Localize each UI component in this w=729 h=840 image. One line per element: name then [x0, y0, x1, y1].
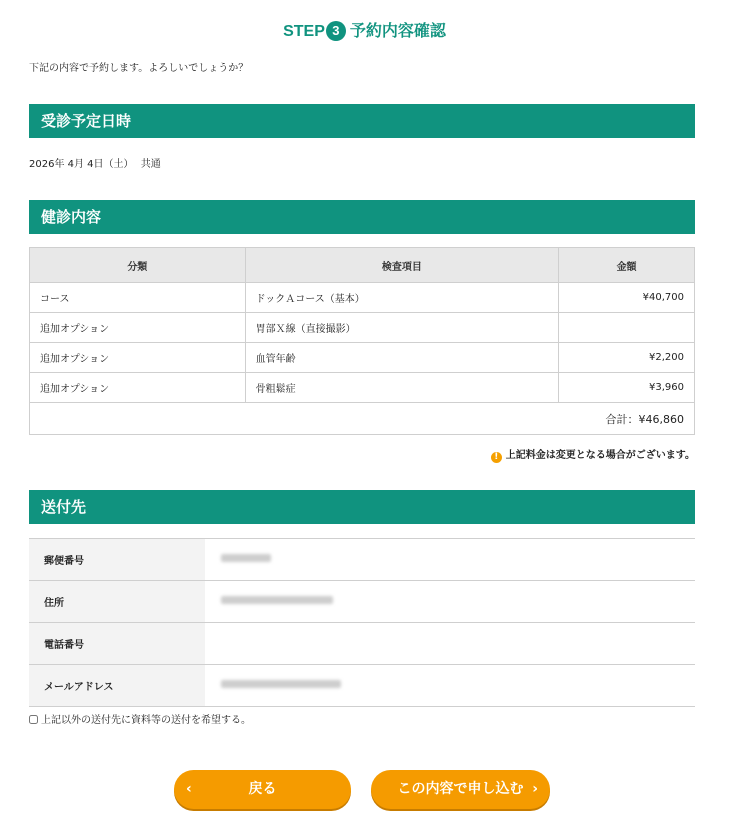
exam-table: [29, 247, 695, 435]
field-label-address: 住所: [29, 581, 205, 623]
destination-table: [29, 538, 695, 707]
table-row: [30, 283, 695, 313]
redacted-value: [221, 596, 333, 604]
row-price: ¥40,700: [559, 283, 695, 313]
row-category: 追加オプション: [30, 343, 246, 373]
submit-button-label: この内容で申し込む: [397, 781, 524, 797]
schedule-section-heading: 受診予定日時: [29, 104, 695, 138]
destination-section-heading: 送付先: [29, 490, 695, 524]
field-label-postal: 郵便番号: [29, 539, 205, 581]
total-row: [30, 403, 695, 435]
submit-button[interactable]: [371, 770, 550, 809]
destination-row: [29, 665, 695, 707]
alternate-address-checkbox[interactable]: [29, 715, 38, 724]
exam-section-heading: 健診内容: [29, 200, 695, 234]
redacted-value: [221, 680, 341, 688]
row-category: コース: [30, 283, 246, 313]
schedule-slot: 共通: [140, 159, 161, 170]
table-row: [30, 343, 695, 373]
destination-row: [29, 539, 695, 581]
column-header-item: 検査項目: [245, 248, 558, 283]
redacted-value: [221, 554, 271, 562]
field-label-phone: 電話番号: [29, 623, 205, 665]
row-item: 血管年齢: [245, 343, 558, 373]
row-item: ドックＡコース（基本）: [245, 283, 558, 313]
row-price: ¥2,200: [559, 343, 695, 373]
row-price: [559, 313, 695, 343]
intro-text: 下記の内容で予約します。よろしいでしょうか？: [29, 63, 249, 74]
schedule-date-line: [29, 155, 165, 170]
step-header: [0, 18, 729, 41]
schedule-date: 2026年 4月 4日（土）: [29, 159, 134, 170]
field-value-email: [205, 665, 695, 707]
chevron-left-icon: ‹: [186, 781, 192, 797]
back-button[interactable]: [174, 770, 351, 809]
column-header-category: 分類: [30, 248, 246, 283]
row-category: 追加オプション: [30, 313, 246, 343]
alternate-address-label: 上記以外の送付先に資料等の送付を希望する。: [41, 715, 251, 726]
destination-row: [29, 581, 695, 623]
alternate-address-option[interactable]: [29, 711, 251, 726]
destination-row: [29, 623, 695, 665]
table-row: [30, 313, 695, 343]
row-item: 胃部Ｘ線（直接撮影）: [245, 313, 558, 343]
step-number-badge: 3: [326, 21, 346, 41]
field-value-postal: [205, 539, 695, 581]
price-notice-text: 上記料金は変更となる場合がございます。: [505, 450, 695, 461]
chevron-right-icon: ›: [532, 781, 538, 797]
price-notice: [491, 446, 695, 463]
step-label: STEP: [283, 23, 325, 40]
page-title: 予約内容確認: [349, 21, 446, 40]
field-value-address: [205, 581, 695, 623]
warning-icon: !: [491, 452, 502, 463]
column-header-price: 金額: [559, 248, 695, 283]
exam-table-header: [30, 248, 695, 283]
row-item: 骨粗鬆症: [245, 373, 558, 403]
field-value-phone: [205, 623, 695, 665]
field-label-email: メールアドレス: [29, 665, 205, 707]
row-price: ¥3,960: [559, 373, 695, 403]
total-amount: 合計：¥46,860: [30, 403, 695, 435]
table-row: [30, 373, 695, 403]
row-category: 追加オプション: [30, 373, 246, 403]
back-button-label: 戻る: [248, 781, 277, 797]
